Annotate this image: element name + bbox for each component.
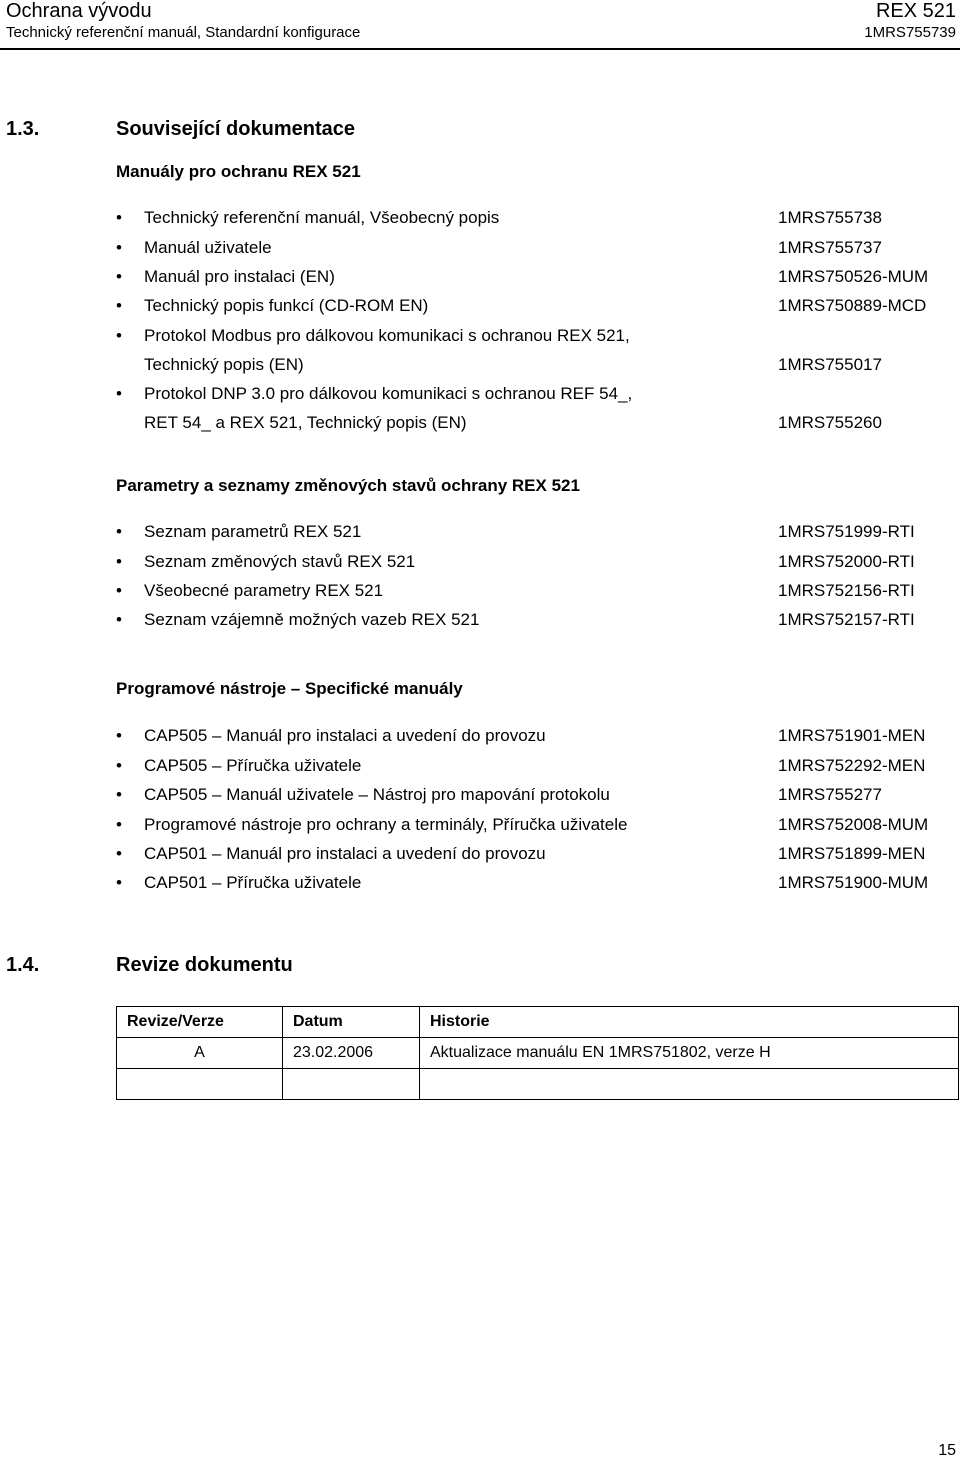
- bullet-icon: •: [116, 581, 122, 600]
- list-item-text: Protokol Modbus pro dálkovou komunikaci s ochranou REX 521,: [144, 326, 630, 345]
- bullet-icon: •: [116, 384, 122, 403]
- revision-table: [116, 1006, 959, 1100]
- list-item-code: 1MRS751999-RTI: [778, 522, 915, 541]
- list-item-text: Všeobecné parametry REX 521: [144, 581, 384, 600]
- list-item-code: 1MRS751899-MEN: [778, 844, 926, 863]
- section-number: 1.3.: [6, 118, 40, 140]
- list-item-code: 1MRS752292-MEN: [778, 756, 926, 775]
- bullet-icon: •: [116, 726, 122, 745]
- table-cell: Aktualizace manuálu EN 1MRS751802, verze H: [420, 1038, 959, 1069]
- bullet-icon: •: [116, 296, 122, 315]
- bullet-icon: •: [116, 522, 122, 541]
- section-title: Související dokumentace: [116, 118, 355, 140]
- list-item-text: CAP505 – Manuál pro instalaci a uvedení do provozu: [144, 726, 546, 745]
- table-cell: A: [117, 1038, 283, 1069]
- list-item-code: 1MRS752156-RTI: [778, 581, 915, 600]
- table-row: [117, 1038, 959, 1069]
- list-item-code: 1MRS750889-MCD: [778, 296, 927, 315]
- list-item-text: CAP505 – Příručka uživatele: [144, 756, 362, 775]
- document-title: Ochrana vývodu: [6, 0, 152, 22]
- bullet-icon: •: [116, 815, 122, 834]
- list-item-text-continuation: Technický popis (EN): [144, 355, 304, 374]
- bullet-icon: •: [116, 756, 122, 775]
- bullet-icon: •: [116, 873, 122, 892]
- list-item-text-continuation: RET 54_ a REX 521, Technický popis (EN): [144, 413, 467, 432]
- bullet-icon: •: [116, 552, 122, 571]
- list-item-text: CAP501 – Příručka uživatele: [144, 873, 362, 892]
- list-item-code: 1MRS752000-RTI: [778, 552, 915, 571]
- list-item-code: 1MRS755737: [778, 238, 882, 257]
- table-cell: [117, 1069, 283, 1100]
- table-header-row: [117, 1007, 959, 1038]
- list-item-code: 1MRS755738: [778, 208, 882, 227]
- table-cell: [420, 1069, 959, 1100]
- list-item-text: Seznam vzájemně možných vazeb REX 521: [144, 610, 480, 629]
- bullet-icon: •: [116, 326, 122, 345]
- group-heading: Manuály pro ochranu REX 521: [116, 162, 361, 181]
- list-item-text: Technický popis funkcí (CD-ROM EN): [144, 296, 429, 315]
- list-item-code: 1MRS751900-MUM: [778, 873, 929, 892]
- list-item-code: 1MRS752008-MUM: [778, 815, 929, 834]
- list-item-code: 1MRS755017: [778, 355, 882, 374]
- list-item-text: Programové nástroje pro ochrany a terminály, Příručka uživatele: [144, 815, 628, 834]
- list-item-code: 1MRS755260: [778, 413, 882, 432]
- list-item-code: 1MRS752157-RTI: [778, 610, 915, 629]
- table-header-cell: Datum: [283, 1007, 420, 1038]
- table-header-cell: Historie: [420, 1007, 959, 1038]
- list-item-text: Seznam parametrů REX 521: [144, 522, 362, 541]
- section-number: 1.4.: [6, 954, 40, 976]
- product-name: REX 521: [875, 0, 956, 22]
- bullet-icon: •: [116, 267, 122, 286]
- bullet-icon: •: [116, 785, 122, 804]
- list-item-text: Manuál pro instalaci (EN): [144, 267, 335, 286]
- document-code: 1MRS755739: [864, 24, 956, 41]
- table-row: [117, 1069, 959, 1100]
- list-item-code: 1MRS750526-MUM: [778, 267, 929, 286]
- table-header-cell: Revize/Verze: [117, 1007, 283, 1038]
- bullet-icon: •: [116, 844, 122, 863]
- list-item-text: Technický referenční manuál, Všeobecný popis: [144, 208, 500, 227]
- list-item-text: Manuál uživatele: [144, 238, 272, 257]
- table-cell: [283, 1069, 420, 1100]
- bullet-icon: •: [116, 208, 122, 227]
- page-number: 15: [938, 1442, 956, 1459]
- list-item-code: 1MRS755277: [778, 785, 882, 804]
- group-heading: Parametry a seznamy změnových stavů ochrany REX 521: [116, 476, 580, 495]
- bullet-icon: •: [116, 238, 122, 257]
- document-subtitle: Technický referenční manuál, Standardní konfigurace: [6, 24, 361, 41]
- list-item-text: Seznam změnových stavů REX 521: [144, 552, 416, 571]
- table-cell: 23.02.2006: [283, 1038, 420, 1069]
- section-title: Revize dokumentu: [116, 954, 293, 976]
- list-item-text: CAP501 – Manuál pro instalaci a uvedení do provozu: [144, 844, 546, 863]
- list-item-text: Protokol DNP 3.0 pro dálkovou komunikaci s ochranou REF 54_,: [144, 384, 633, 403]
- list-item-text: CAP505 – Manuál uživatele – Nástroj pro mapování protokolu: [144, 785, 610, 804]
- header-divider: [0, 48, 960, 50]
- bullet-icon: •: [116, 610, 122, 629]
- list-item-code: 1MRS751901-MEN: [778, 726, 926, 745]
- group-heading: Programové nástroje – Specifické manuály: [116, 679, 463, 698]
